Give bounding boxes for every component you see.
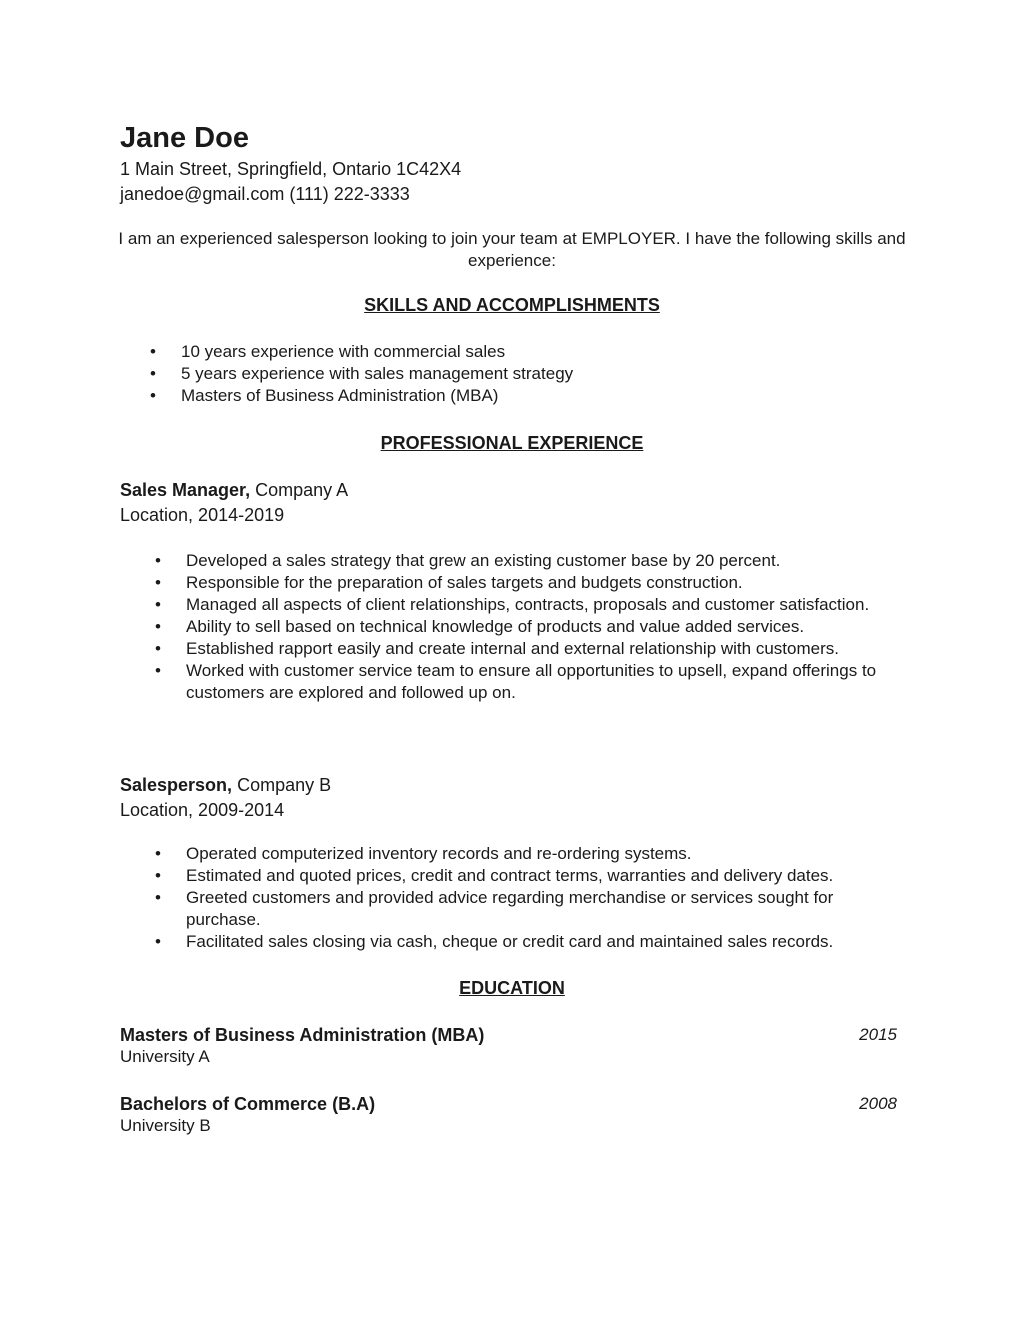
bullet-icon: • [155, 551, 161, 570]
list-item: • Established rapport easily and create internal and external relationship with customers. [155, 639, 839, 658]
bullet-icon: • [150, 386, 156, 405]
edu-school: University B [120, 1116, 211, 1135]
job-title: Sales Manager, [120, 480, 251, 500]
edu-degree: Bachelors of Commerce (B.A) [120, 1094, 376, 1114]
bullet-icon: • [155, 573, 161, 592]
bullet-icon: • [155, 595, 161, 614]
list-item: • Developed a sales strategy that grew an existing customer base by 20 percent. [155, 551, 781, 570]
edu-year: 2008 [859, 1094, 897, 1113]
job-company: Company B [232, 775, 332, 795]
bullet-icon: • [150, 364, 156, 383]
list-item: • Greeted customers and provided advice regarding merchandise or services sought for purchase. [155, 888, 834, 929]
bullet-icon: • [155, 888, 161, 907]
bullet-icon: • [155, 844, 161, 863]
job-location: Location, 2009-2014 [120, 800, 285, 820]
bullet-icon: • [155, 617, 161, 636]
bullet-icon: • [150, 342, 156, 361]
list-item: • 5 years experience with sales management strategy [150, 364, 574, 383]
edu-degree: Masters of Business Administration (MBA) [120, 1025, 485, 1045]
list-item: • Managed all aspects of client relationships, contracts, proposals and customer satisfaction. [155, 595, 870, 614]
list-item: • 10 years experience with commercial sales [150, 342, 506, 361]
bullet-icon: • [155, 932, 161, 951]
list-item: • Worked with customer service team to ensure all opportunities to upsell, expand offerings to customers are explored and followed up on. [155, 661, 877, 702]
list-item: • Responsible for the preparation of sales targets and budgets construction. [155, 573, 743, 592]
education-heading: EDUCATION [459, 978, 565, 998]
job-bullets [155, 550, 906, 704]
list-item: • Operated computerized inventory records and re-ordering systems. [155, 844, 692, 863]
job-bullets [155, 843, 906, 953]
list-item: • Ability to sell based on technical knowledge of products and value added services. [155, 617, 805, 636]
bullet-icon: • [155, 866, 161, 885]
job-company: Company A [250, 480, 349, 500]
candidate-name: Jane Doe [120, 122, 249, 154]
contact-email-phone: janedoe@gmail.com (111) 222-3333 [120, 184, 410, 204]
edu-year: 2015 [859, 1025, 897, 1044]
edu-school: University A [120, 1047, 210, 1066]
skills-list [150, 341, 901, 407]
bullet-icon: • [155, 639, 161, 658]
list-item: • Estimated and quoted prices, credit and contract terms, warranties and delivery dates. [155, 866, 834, 885]
skills-heading: SKILLS AND ACCOMPLISHMENTS [364, 295, 660, 315]
job-title-line [120, 478, 348, 502]
experience-heading: PROFESSIONAL EXPERIENCE [380, 433, 644, 453]
bullet-icon: • [155, 661, 161, 680]
list-item: • Facilitated sales closing via cash, cheque or credit card and maintained sales records. [155, 932, 834, 951]
contact-address: 1 Main Street, Springfield, Ontario 1C42X4 [120, 159, 462, 179]
intro-statement: I am an experienced salesperson looking to join your team at EMPLOYER. I have the following skills and experience: [118, 229, 906, 270]
job-location: Location, 2014-2019 [120, 505, 285, 525]
job-title: Salesperson, [120, 775, 233, 795]
list-item: • Masters of Business Administration (MBA) [150, 386, 499, 405]
job-title-line [120, 773, 331, 797]
